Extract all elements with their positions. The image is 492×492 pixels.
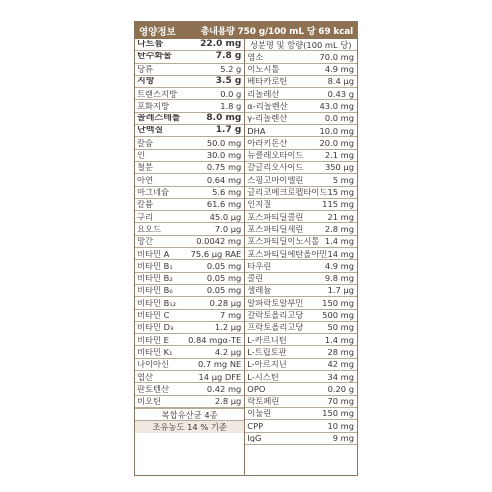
nutrient-row	[245, 100, 357, 112]
nutrient-value: 0.28 μg	[209, 297, 242, 308]
nutrient-name: α-리놀렌산	[247, 101, 288, 111]
nutrient-value: 0.84 mgα-TE	[188, 334, 242, 345]
nutrient-name: 포스파티딜이노시톨	[247, 237, 320, 246]
nutrient-name: 비오틴	[137, 397, 162, 406]
nutrient-value: 7 mg	[220, 310, 242, 321]
nutrient-row	[245, 113, 357, 125]
nutrient-name: 엽산	[137, 372, 154, 381]
nutrient-name: 리놀레산	[247, 89, 280, 98]
nutrient-value: 14 mg	[327, 248, 354, 259]
nutrient-value: 20.0 mg	[319, 137, 354, 148]
nutrient-name: 글리코메크로펩타이드	[247, 188, 328, 197]
nutrient-name: 칼슘	[137, 138, 154, 148]
nutrient-name: 비타민 D₃	[137, 323, 174, 332]
nutrient-name: CPP	[247, 421, 264, 430]
nutrient-value: 1.4 mg	[324, 236, 354, 247]
nutrient-value: 2.8 mg	[324, 223, 354, 234]
nutrient-name: 콜레스테롤	[137, 113, 181, 123]
nutrient-value: 42 mg	[327, 359, 354, 370]
nutrient-row	[135, 137, 244, 149]
nutrient-value: 0.0 mg	[324, 113, 354, 124]
nutrient-name: 아라키돈산	[247, 138, 288, 148]
nutrient-name: 포화지방	[137, 101, 170, 111]
nutrient-name: 포스파티딜콜린	[247, 212, 304, 221]
nutrient-row	[135, 64, 244, 76]
nutrient-row	[245, 199, 357, 211]
nutrient-name: 이노시톨	[247, 65, 280, 74]
nutrient-name: 타우린	[247, 261, 272, 271]
nutrient-value: 43.0 mg	[319, 100, 354, 111]
nutrient-name: DHA	[247, 126, 266, 135]
nutrient-name: 단백질	[137, 126, 164, 136]
nutrient-value: 0.42 mg	[206, 383, 242, 394]
nutrient-row	[135, 346, 244, 358]
nutrient-name: 탄수화물	[137, 52, 172, 62]
nutrient-value: 1.8 g	[220, 100, 242, 111]
nutrient-value: 0.75 mg	[206, 162, 242, 173]
nutrient-value: 22.0 mg	[200, 39, 242, 50]
nutrient-row	[245, 76, 357, 88]
nutrient-value: 10 mg	[327, 420, 354, 431]
nutrient-value: 70 mg	[327, 396, 354, 407]
nutrient-row	[245, 125, 357, 137]
nutrient-row	[245, 64, 357, 76]
nutrient-row	[135, 297, 244, 309]
nutrient-row	[135, 359, 244, 371]
nutrient-value: 7.0 μg	[214, 223, 242, 234]
nutrient-row	[245, 396, 357, 408]
nutrient-name: 갈락토올리고당	[247, 311, 304, 320]
nutrient-row	[135, 187, 244, 199]
nutrient-name: 구리	[137, 212, 154, 221]
nutrient-row	[135, 174, 244, 186]
nutrient-row	[245, 211, 357, 223]
nutrient-row	[135, 223, 244, 235]
nutrient-name: 알파락토알부민	[247, 298, 304, 308]
nutrient-row	[245, 236, 357, 248]
nutrient-row	[245, 260, 357, 272]
nutrient-row	[135, 273, 244, 285]
nutrient-name: 비타민 C	[137, 311, 170, 320]
nutrient-row	[245, 174, 357, 186]
nutrition-title: 영양정보	[139, 26, 176, 38]
nutrient-value: 8.4 μg	[327, 76, 354, 87]
nutrient-value: 0.05 mg	[206, 273, 242, 284]
nutrient-value: 0.0042 mg	[196, 236, 242, 247]
nutrient-row	[245, 162, 357, 174]
nutrient-value: 4.9 mg	[324, 64, 354, 75]
nutrient-value: 350 μg	[324, 162, 354, 173]
concentration-note: 조유농도 14 % 기준	[135, 420, 244, 432]
nutrient-value: 34 mg	[327, 371, 354, 382]
nutrition-facts-panel	[134, 21, 358, 476]
nutrient-name: 프락토올리고당	[247, 323, 304, 332]
nutrient-row	[245, 137, 357, 149]
nutrient-value: 0.64 mg	[206, 174, 242, 185]
nutrient-row	[245, 310, 357, 322]
nutrient-name: 갈글리오사이드	[247, 163, 304, 172]
nutrient-name: 비타민 K₁	[137, 347, 173, 357]
nutrient-row	[245, 88, 357, 100]
nutrient-name: 인	[137, 151, 146, 160]
nutrient-value: 150 mg	[322, 408, 354, 419]
nutrient-name: γ-리놀렌산	[247, 114, 288, 123]
nutrient-name: 이눌린	[247, 409, 272, 418]
nutrient-row	[245, 346, 357, 358]
nutrient-value: 0.7 mg NE	[198, 359, 242, 370]
nutrient-name: IgG	[247, 434, 262, 443]
nutrient-row	[135, 248, 244, 260]
nutrient-row	[135, 260, 244, 272]
nutrient-name: 포스파티딜세린	[247, 224, 304, 234]
nutrition-header	[135, 22, 357, 39]
nutrient-name: 트랜스지방	[137, 89, 178, 98]
nutrient-row	[135, 310, 244, 322]
nutrient-value: 8.0 mg	[206, 112, 242, 123]
nutrient-row	[135, 383, 244, 395]
nutrient-row	[135, 51, 244, 63]
nutrient-name: 망간	[137, 237, 154, 246]
nutrient-row	[245, 248, 357, 260]
nutrient-name: 비타민 B₂	[137, 274, 173, 283]
nutrient-value: 75.6 μg RAE	[190, 248, 242, 259]
nutrient-row	[135, 236, 244, 248]
nutrient-value: 4.2 μg	[214, 346, 242, 357]
nutrient-value: 15 mg	[327, 187, 354, 198]
nutrient-row	[245, 408, 357, 420]
nutrient-column-right	[245, 39, 357, 475]
nutrient-row	[135, 334, 244, 346]
nutrient-value: 28 mg	[327, 346, 354, 357]
nutrient-value: 9.8 mg	[324, 273, 354, 284]
nutrient-row	[135, 76, 244, 88]
nutrient-value: 0.20 g	[327, 383, 354, 394]
nutrient-name: 철분	[137, 163, 154, 172]
nutrient-name: 뉴클레오타이드	[247, 151, 304, 160]
nutrient-value: 3.5 g	[215, 76, 242, 87]
nutrient-name: 나이아신	[137, 360, 170, 369]
nutrient-row	[245, 322, 357, 334]
probiotics-note: 복합유산균 4종	[135, 408, 244, 420]
nutrient-name: 칼륨	[137, 200, 154, 209]
nutrient-row	[245, 433, 357, 445]
right-column-header: 성분명 및 함량(100 mL 당)	[245, 39, 357, 51]
nutrient-value: 45.0 μg	[209, 211, 242, 222]
nutrient-name: 아연	[137, 175, 154, 185]
nutrient-row	[135, 39, 244, 51]
nutrient-row	[245, 273, 357, 285]
nutrient-value: 5.2 g	[220, 64, 242, 75]
nutrient-column-left	[135, 39, 245, 475]
nutrient-value: 500 mg	[322, 310, 354, 321]
nutrient-name: 인지질	[247, 200, 272, 209]
nutrient-row	[135, 113, 244, 125]
nutrient-value: 1.7 g	[215, 125, 242, 136]
nutrient-name: 판토텐산	[137, 384, 170, 394]
nutrient-value: 0.43 g	[327, 88, 354, 99]
nutrient-row	[245, 187, 357, 199]
nutrient-row	[245, 150, 357, 162]
nutrient-name: 요오드	[137, 224, 162, 234]
nutrient-row	[135, 88, 244, 100]
nutrient-value: 1.2 μg	[214, 322, 242, 333]
nutrient-value: 5.6 mg	[212, 187, 242, 198]
nutrient-value: 0.0 g	[220, 88, 242, 99]
nutrient-value: 7.8 g	[215, 51, 242, 62]
nutrient-value: 115 mg	[322, 199, 354, 210]
nutrient-value: 14 μg DFE	[198, 371, 242, 382]
nutrient-row	[135, 322, 244, 334]
nutrient-name: 비타민 A	[137, 249, 170, 258]
nutrient-value: 9 mg	[332, 433, 354, 443]
nutrient-value: 0.05 mg	[206, 260, 242, 271]
nutrient-name: 포스파티딜에탄올아민	[247, 249, 328, 258]
nutrient-value: 21 mg	[327, 211, 354, 222]
nutrient-row	[135, 125, 244, 137]
nutrient-row	[135, 162, 244, 174]
nutrient-name: 당류	[137, 65, 154, 74]
nutrient-value: 50 mg	[327, 322, 354, 333]
nutrient-row	[245, 383, 357, 395]
nutrient-value: 5 mg	[332, 174, 354, 185]
nutrient-name: L-시스틴	[247, 372, 279, 381]
nutrient-value: 1.7 μg	[327, 285, 354, 296]
nutrient-name: L-아르지닌	[247, 360, 287, 369]
nutrient-row	[245, 420, 357, 432]
nutrient-value: 2.8 μg	[214, 396, 242, 407]
nutrient-row	[135, 199, 244, 211]
nutrient-row	[245, 359, 357, 371]
nutrient-name: 베타카로틴	[247, 77, 288, 86]
nutrient-value: 150 mg	[322, 297, 354, 308]
nutrient-name: 비타민 E	[137, 335, 169, 344]
nutrient-name: L-트립토판	[247, 347, 287, 357]
nutrient-name: 락토페린	[247, 397, 280, 406]
nutrient-value: 2.1 mg	[324, 150, 354, 161]
nutrient-row	[135, 371, 244, 383]
nutrient-name: 비타민 B₆	[137, 286, 173, 295]
nutrient-value: 4.9 mg	[324, 260, 354, 271]
nutrient-value: 61.6 mg	[206, 199, 242, 210]
nutrient-name: 마그네슘	[137, 188, 170, 197]
nutrient-name: 비타민 B₁	[137, 261, 173, 271]
nutrient-name: OPO	[247, 384, 266, 394]
nutrient-value: 70.0 mg	[319, 51, 354, 62]
nutrient-row	[135, 396, 244, 408]
nutrient-name: 비타민 B₁₂	[137, 298, 177, 308]
nutrient-row	[245, 334, 357, 346]
nutrient-row	[135, 285, 244, 297]
nutrient-value: 30.0 mg	[206, 150, 242, 161]
nutrient-value: 0.05 mg	[206, 285, 242, 296]
nutrient-row	[245, 51, 357, 63]
nutrient-row	[245, 223, 357, 235]
nutrient-name: 셀레늄	[247, 286, 272, 295]
nutrient-name: 콜린	[247, 274, 264, 283]
nutrient-name: 나트륨	[137, 40, 164, 50]
nutrient-row	[135, 211, 244, 223]
nutrient-row	[245, 371, 357, 383]
nutrient-row	[135, 100, 244, 112]
nutrient-value: 50.0 mg	[206, 137, 242, 148]
nutrient-name: 스핑고마이엘린	[247, 175, 304, 185]
serving-info: 총내용량 750 g/100 mL 당 69 kcal	[200, 27, 353, 37]
nutrient-name: L-카르니틴	[247, 335, 287, 344]
nutrient-name: 염소	[247, 52, 264, 62]
nutrient-row	[135, 150, 244, 162]
nutrient-name: 지방	[137, 77, 155, 87]
nutrient-row	[245, 297, 357, 309]
nutrient-row	[245, 285, 357, 297]
nutrient-value: 10.0 mg	[319, 125, 354, 136]
nutrient-value: 1.4 mg	[324, 334, 354, 345]
